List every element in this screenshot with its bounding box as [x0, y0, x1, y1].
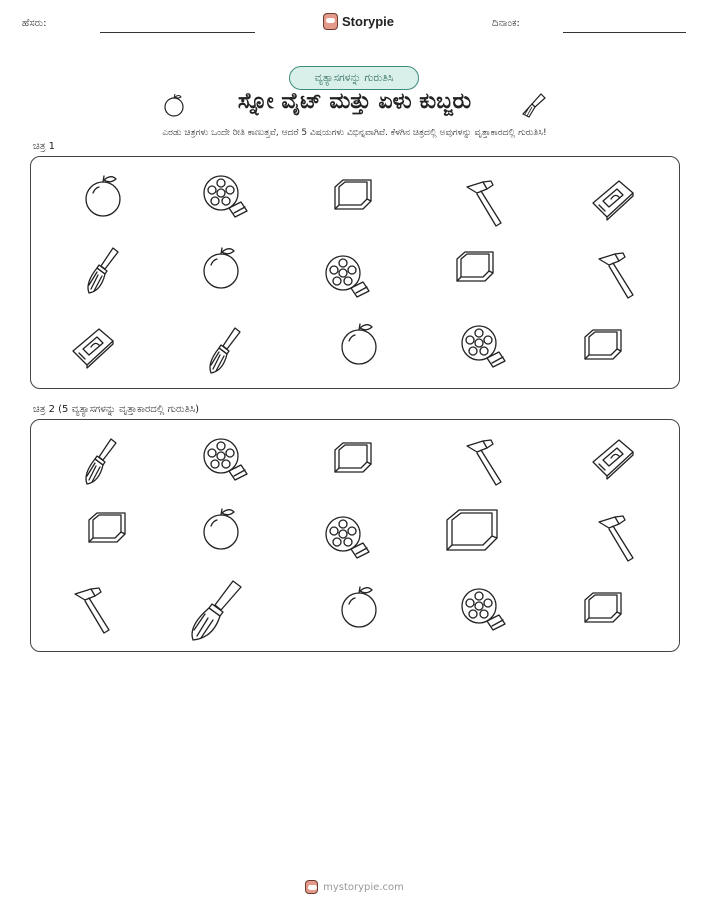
brush-large-icon[interactable]: [185, 578, 247, 648]
page-title: ಸ್ನೋ ವೈಟ್ ಮತ್ತು ಏಳು ಕುಬ್ಜರು: [237, 89, 472, 114]
mouse-trap-icon: [589, 177, 637, 225]
hammer-icon[interactable]: [463, 438, 507, 492]
brand-name: Storypie: [342, 14, 395, 29]
coffin-icon: [453, 249, 497, 289]
picture2-label: ಚಿತ್ರ 2 (5 ವ್ಯತ್ಯಾಸಗಳನ್ನು ವೃತ್ತಾಕಾರದಲ್ಲಿ ಗುರುತಿಸಿ): [33, 404, 200, 415]
mouse-trap-icon[interactable]: [589, 436, 637, 484]
footer-site: mystorypie.com: [323, 881, 404, 893]
picture1-panel: [30, 156, 680, 389]
hammer-icon: [595, 251, 639, 305]
name-label: ಹೆಸರು:: [22, 18, 47, 29]
coffin-large-icon[interactable]: [443, 506, 501, 560]
coffin-icon[interactable]: [581, 590, 625, 630]
coffin-icon[interactable]: [85, 510, 129, 550]
date-label: ದಿನಾಂಕ:: [492, 18, 520, 29]
mascot-icon: [323, 13, 338, 30]
film-reel-icon[interactable]: [323, 514, 375, 566]
film-reel-icon[interactable]: [459, 586, 511, 638]
brush-icon: [521, 92, 547, 120]
film-reel-icon: [201, 173, 253, 225]
hammer-icon[interactable]: [71, 586, 115, 640]
hammer-icon: [463, 179, 507, 233]
apple-icon: [337, 321, 381, 371]
picture2-panel[interactable]: [30, 419, 680, 652]
brush-icon: [205, 325, 245, 381]
date-line[interactable]: [563, 32, 686, 33]
mascot-icon: [305, 880, 318, 894]
picture1-label: ಚಿತ್ರ 1: [33, 141, 55, 152]
coffin-icon[interactable]: [331, 440, 375, 480]
instructions-text: ಎರಡು ಚಿತ್ರಗಳು ಒಂದೇ ರೀತಿ ಕಾಣುತ್ತವೆ, ಆದರೆ 5 ವಿಷಯಗಳು ವಿಭಿನ್ನವಾಗಿವೆ. ಕೆಳಗಿನ ಚಿತ್ರದಲ್ಲಿ ಅವುಗಳನ್ನು ವೃತ್ತಾಕಾರದಲ್ಲಿ ಗುರುತಿಸಿ!: [162, 128, 547, 138]
film-reel-icon[interactable]: [201, 436, 253, 488]
apple-icon: [199, 245, 243, 295]
apple-icon[interactable]: [337, 584, 381, 634]
film-reel-icon: [459, 323, 511, 375]
name-line[interactable]: [100, 32, 255, 33]
brand-logo: [323, 13, 394, 30]
apple-icon: [81, 173, 125, 223]
mouse-trap-icon: [69, 325, 117, 373]
activity-badge: ವ್ಯತ್ಯಾಸಗಳನ್ನು ಗುರುತಿಸಿ: [289, 66, 419, 90]
coffin-icon: [331, 177, 375, 217]
brush-icon[interactable]: [81, 436, 121, 492]
hammer-icon[interactable]: [595, 514, 639, 568]
film-reel-icon: [323, 253, 375, 305]
footer: [0, 880, 709, 894]
brush-icon: [83, 245, 123, 301]
apple-icon[interactable]: [199, 506, 243, 556]
coffin-icon: [581, 327, 625, 367]
